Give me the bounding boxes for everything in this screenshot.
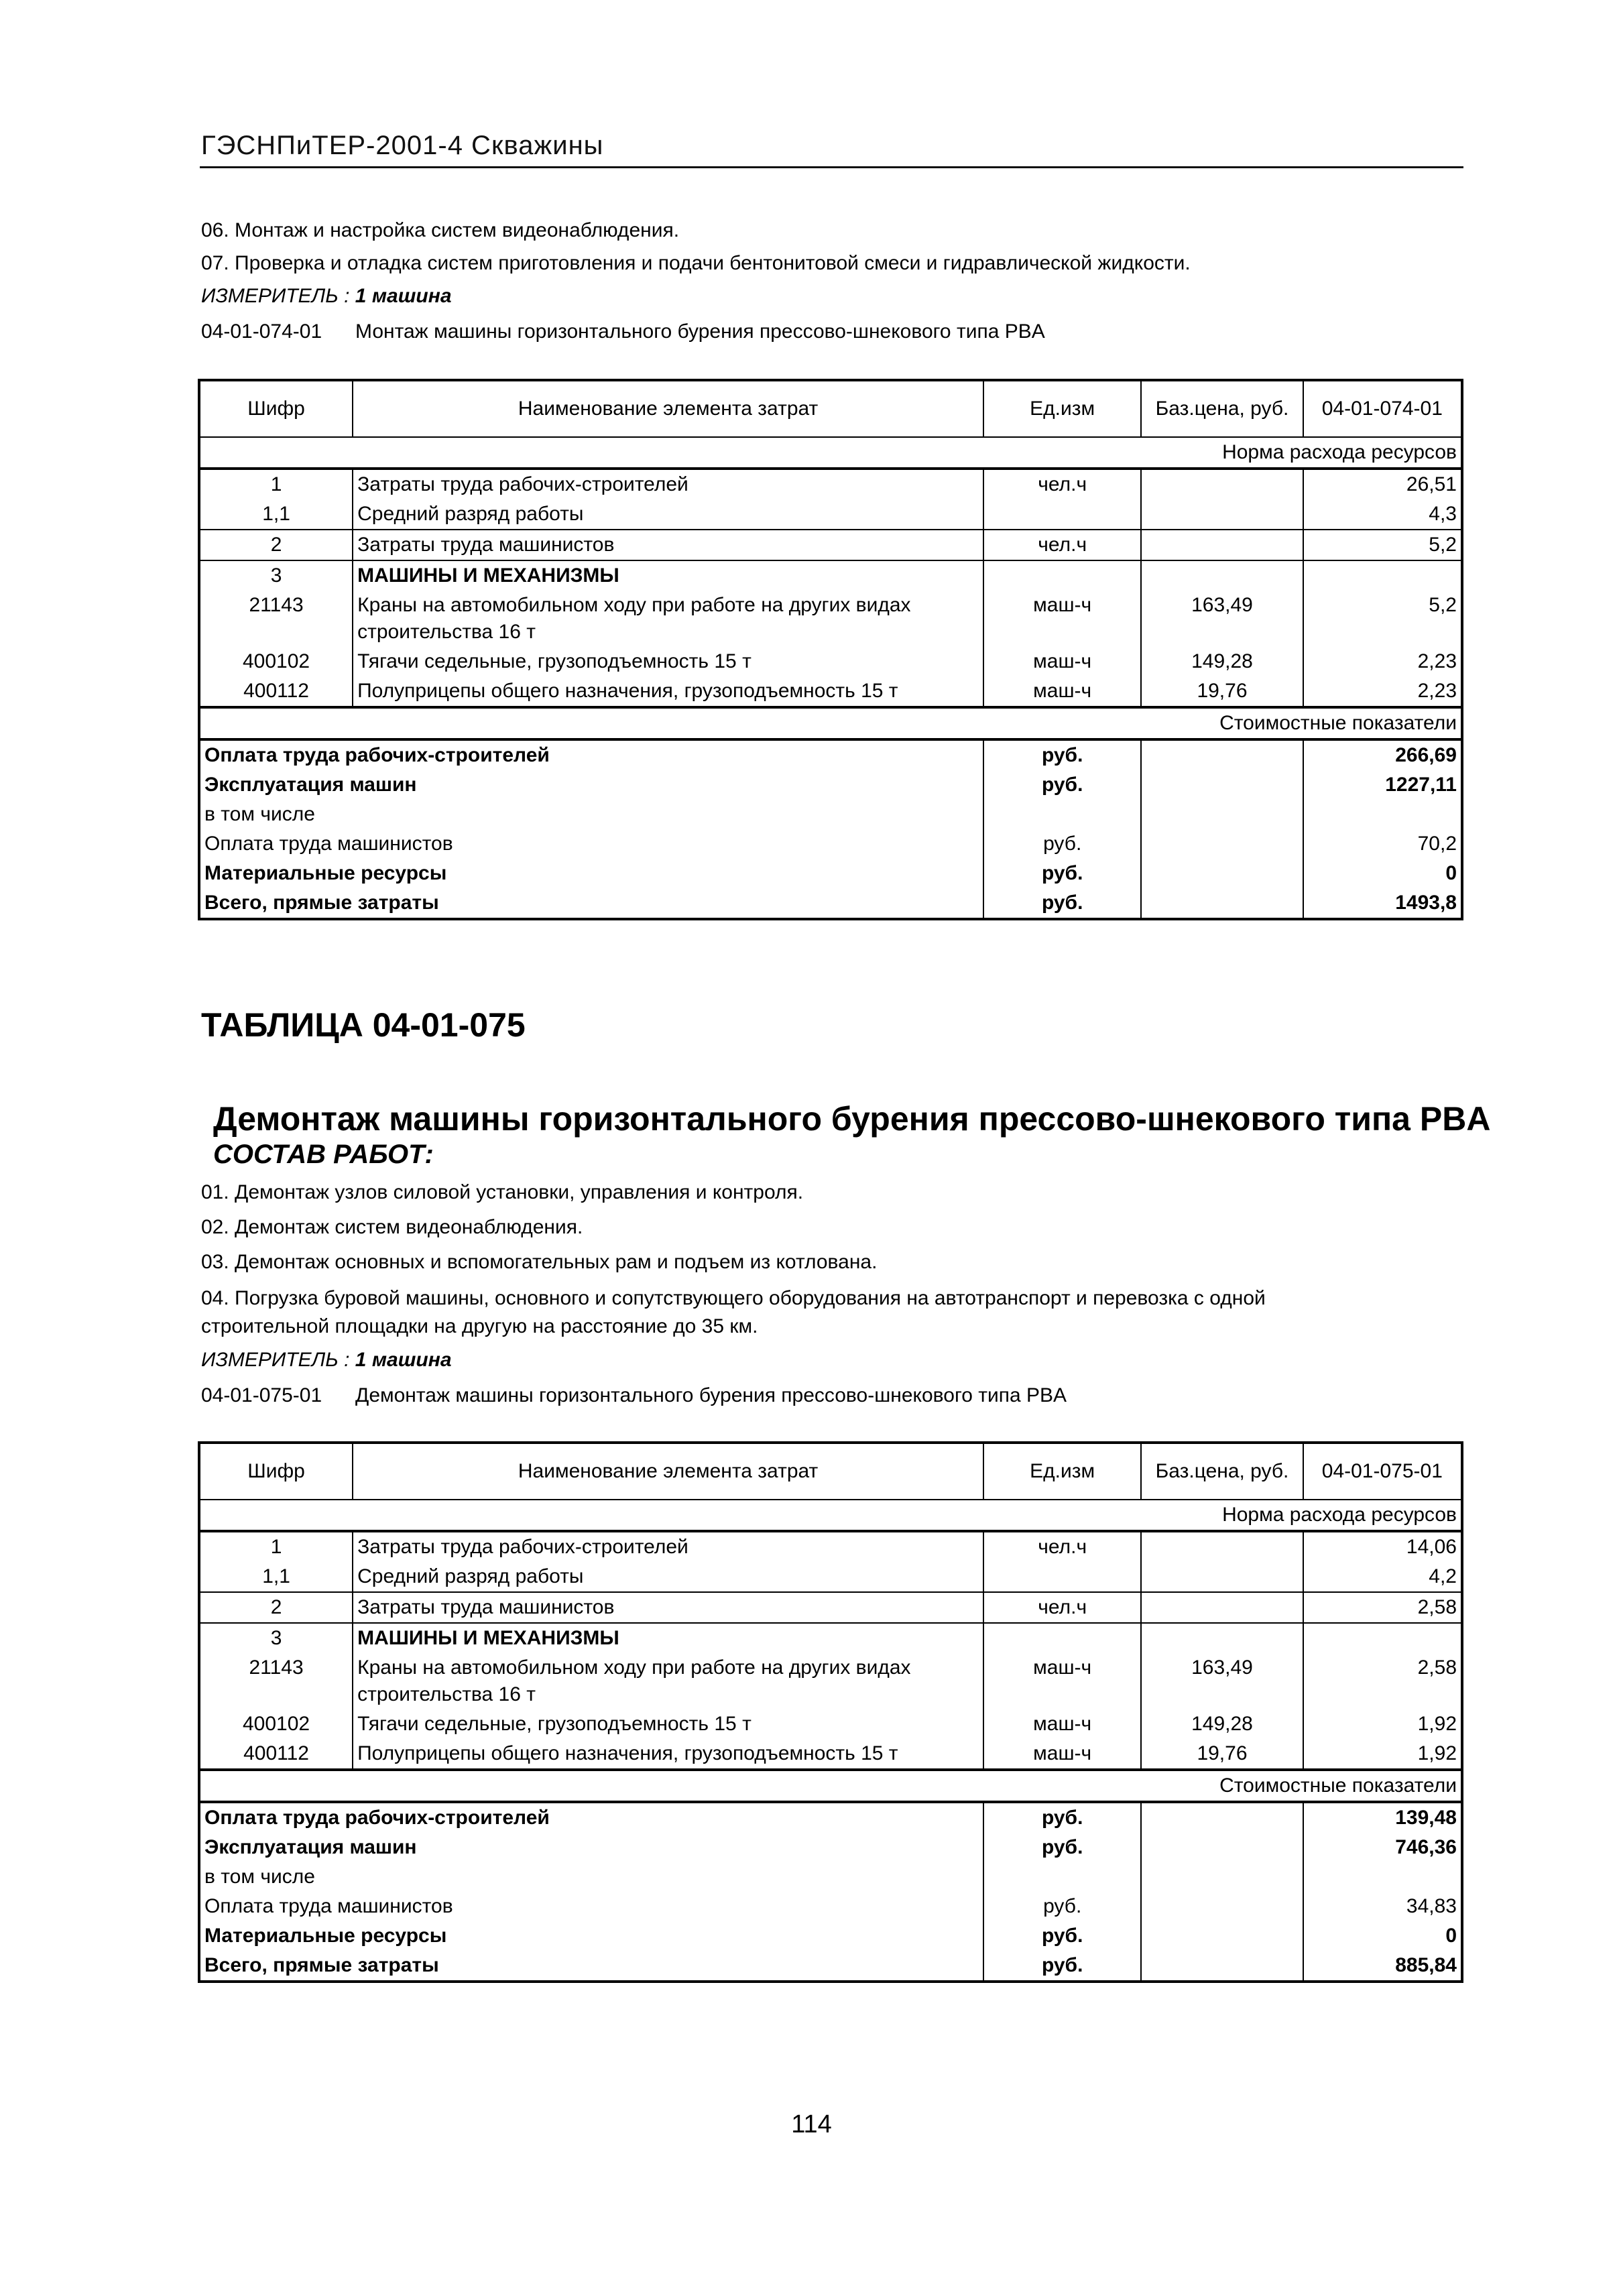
- table-row: [199, 469, 1462, 499]
- norm-table-2: [198, 1441, 1463, 1983]
- cost-name: Всего, прямые затраты: [199, 888, 983, 919]
- norm-code: 04-01-075-01: [201, 1384, 322, 1406]
- cost-unit: руб.: [983, 1892, 1141, 1921]
- cost-empty: [1141, 1951, 1303, 1982]
- cost-row: [199, 739, 1462, 770]
- cost-name: Материальные ресурсы: [199, 859, 983, 888]
- cost-value: 1227,11: [1303, 770, 1462, 800]
- cost-row: [199, 1833, 1462, 1862]
- row-name: Краны на автомобильном ходу при работе на других видах строительства 16 т: [353, 1653, 983, 1709]
- cost-value: 34,83: [1303, 1892, 1462, 1921]
- row-price: 149,28: [1141, 1709, 1303, 1739]
- table-row: [199, 499, 1462, 530]
- table-header-row: [199, 380, 1462, 437]
- row-code: 3: [199, 560, 353, 591]
- meter-line: [201, 284, 452, 309]
- table-row: [199, 530, 1462, 560]
- row-value: 2,23: [1303, 647, 1462, 676]
- row-value: 26,51: [1303, 469, 1462, 499]
- table-subheader-row: [199, 707, 1462, 739]
- cost-name: Оплата труда машинистов: [199, 1892, 983, 1921]
- row-price: [1141, 1592, 1303, 1623]
- cost-name: Материальные ресурсы: [199, 1921, 983, 1951]
- table-title: ТАБЛИЦА 04-01-075: [201, 1006, 526, 1044]
- table-subheader-row: [199, 437, 1462, 469]
- meter-label: ИЗМЕРИТЕЛЬ :: [201, 285, 350, 307]
- row-value: 2,58: [1303, 1592, 1462, 1623]
- row-unit: маш-ч: [983, 1653, 1141, 1709]
- cost-empty: [1141, 1802, 1303, 1833]
- row-unit: маш-ч: [983, 1709, 1141, 1739]
- row-price: [1141, 530, 1303, 560]
- row-name: Краны на автомобильном ходу при работе на других видах строительства 16 т: [353, 591, 983, 647]
- cost-row: [199, 1921, 1462, 1951]
- cost-unit: руб.: [983, 739, 1141, 770]
- running-header: ГЭСНПиТЕР-2001-4 Скважины: [201, 131, 604, 160]
- norm-description: Демонтаж машины горизонтального бурения прессово-шнекового типа PBA: [355, 1384, 1067, 1406]
- cost-name: в том числе: [199, 800, 983, 829]
- table-subheader-row: [199, 1500, 1462, 1531]
- norm-label: Норма расхода ресурсов: [199, 437, 1462, 469]
- row-unit: [983, 560, 1141, 591]
- cost-row: [199, 829, 1462, 859]
- row-value: 5,2: [1303, 591, 1462, 647]
- row-name: Затраты труда рабочих-строителей: [353, 1531, 983, 1562]
- row-code: 1,1: [199, 499, 353, 530]
- header-cell: 04-01-075-01: [1303, 1443, 1462, 1500]
- row-code: 21143: [199, 591, 353, 647]
- cost-value: [1303, 800, 1462, 829]
- cost-unit: руб.: [983, 829, 1141, 859]
- norm-code-line: [201, 1384, 1067, 1407]
- meter-value: 1 машина: [355, 285, 452, 307]
- norm-code: 04-01-074-01: [201, 320, 322, 343]
- row-price: 149,28: [1141, 647, 1303, 676]
- row-name: Средний разряд работы: [353, 1562, 983, 1592]
- row-value: 4,3: [1303, 499, 1462, 530]
- composition-label: СОСТАВ РАБОТ:: [213, 1140, 434, 1169]
- cost-empty: [1141, 1921, 1303, 1951]
- row-unit: [983, 1562, 1141, 1592]
- row-name: Тягачи седельные, грузоподъемность 15 т: [353, 647, 983, 676]
- row-unit: [983, 499, 1141, 530]
- row-code: 1: [199, 1531, 353, 1562]
- row-code: 3: [199, 1623, 353, 1653]
- row-code: 400102: [199, 1709, 353, 1739]
- cost-value: 0: [1303, 859, 1462, 888]
- row-value: 2,58: [1303, 1653, 1462, 1709]
- cost-empty: [1141, 1892, 1303, 1921]
- cost-row: [199, 770, 1462, 800]
- row-value: 1,92: [1303, 1739, 1462, 1770]
- cost-unit: руб.: [983, 1802, 1141, 1833]
- row-unit: чел.ч: [983, 530, 1141, 560]
- table-row: [199, 1592, 1462, 1623]
- header-cell: Баз.цена, руб.: [1141, 380, 1303, 437]
- row-value: [1303, 1623, 1462, 1653]
- row-unit: чел.ч: [983, 1592, 1141, 1623]
- meter-line: [201, 1347, 452, 1373]
- cost-value: [1303, 1862, 1462, 1892]
- table-row: [199, 1709, 1462, 1739]
- cost-value: 885,84: [1303, 1951, 1462, 1982]
- header-cell: Ед.изм: [983, 1443, 1141, 1500]
- meter-value: 1 машина: [355, 1349, 452, 1371]
- row-price: 19,76: [1141, 676, 1303, 707]
- row-value: [1303, 560, 1462, 591]
- norm-label: Норма расхода ресурсов: [199, 1500, 1462, 1531]
- row-price: 19,76: [1141, 1739, 1303, 1770]
- row-price: 163,49: [1141, 591, 1303, 647]
- header-rule: [200, 166, 1463, 168]
- row-name: Затраты труда рабочих-строителей: [353, 469, 983, 499]
- cost-name: Эксплуатация машин: [199, 1833, 983, 1862]
- row-name: Полуприцепы общего назначения, грузоподъемность 15 т: [353, 676, 983, 707]
- row-name: Затраты труда машинистов: [353, 530, 983, 560]
- cost-unit: руб.: [983, 770, 1141, 800]
- norm-description: Монтаж машины горизонтального бурения прессово-шнекового типа PBA: [355, 320, 1045, 343]
- work-step: 02. Демонтаж систем видеонаблюдения.: [201, 1216, 583, 1238]
- work-step: 06. Монтаж и настройка систем видеонаблюдения.: [201, 219, 680, 241]
- page-number: 114: [791, 2110, 832, 2138]
- work-step: 04. Погрузка буровой машины, основного и сопутствующего оборудования на автотранспорт и перевозка с одной: [201, 1287, 1266, 1309]
- row-unit: чел.ч: [983, 1531, 1141, 1562]
- header-cell: Шифр: [199, 1443, 353, 1500]
- work-step: 01. Демонтаж узлов силовой установки, управления и контроля.: [201, 1181, 804, 1203]
- cost-name: Оплата труда рабочих-строителей: [199, 1802, 983, 1833]
- row-unit: маш-ч: [983, 1739, 1141, 1770]
- row-name: Затраты труда машинистов: [353, 1592, 983, 1623]
- row-price: [1141, 1623, 1303, 1653]
- meter-label: ИЗМЕРИТЕЛЬ :: [201, 1349, 350, 1371]
- row-code: 2: [199, 530, 353, 560]
- cost-unit: руб.: [983, 1921, 1141, 1951]
- cost-value: 70,2: [1303, 829, 1462, 859]
- table-header-row: [199, 1443, 1462, 1500]
- cost-unit: [983, 800, 1141, 829]
- row-name: Средний разряд работы: [353, 499, 983, 530]
- table-row: [199, 1653, 1462, 1709]
- row-code: 1,1: [199, 1562, 353, 1592]
- cost-empty: [1141, 770, 1303, 800]
- row-price: [1141, 1562, 1303, 1592]
- cost-value: 1493,8: [1303, 888, 1462, 919]
- row-code: 1: [199, 469, 353, 499]
- cost-name: Всего, прямые затраты: [199, 1951, 983, 1982]
- row-code: 400112: [199, 676, 353, 707]
- row-name: Тягачи седельные, грузоподъемность 15 т: [353, 1709, 983, 1739]
- row-price: [1141, 499, 1303, 530]
- section-title: Демонтаж машины горизонтального бурения прессово-шнекового типа PBA: [213, 1100, 1491, 1138]
- row-code: 400102: [199, 647, 353, 676]
- header-cell: 04-01-074-01: [1303, 380, 1462, 437]
- row-code: 21143: [199, 1653, 353, 1709]
- table-row: [199, 1739, 1462, 1770]
- cost-value: 0: [1303, 1921, 1462, 1951]
- work-step-continued: строительной площадки на другую на расстояние до 35 км.: [201, 1315, 758, 1337]
- row-unit: чел.ч: [983, 469, 1141, 499]
- cost-empty: [1141, 1833, 1303, 1862]
- cost-empty: [1141, 859, 1303, 888]
- table-row: [199, 676, 1462, 707]
- cost-name: Оплата труда рабочих-строителей: [199, 739, 983, 770]
- norm-table-1: [198, 379, 1463, 920]
- row-unit: [983, 1623, 1141, 1653]
- row-unit: маш-ч: [983, 676, 1141, 707]
- cost-empty: [1141, 800, 1303, 829]
- cost-empty: [1141, 739, 1303, 770]
- table-row: [199, 647, 1462, 676]
- row-name: МАШИНЫ И МЕХАНИЗМЫ: [353, 1623, 983, 1653]
- row-value: 2,23: [1303, 676, 1462, 707]
- table-row: [199, 560, 1462, 591]
- cost-value: 266,69: [1303, 739, 1462, 770]
- row-value: 4,2: [1303, 1562, 1462, 1592]
- cost-empty: [1141, 888, 1303, 919]
- cost-row: [199, 1892, 1462, 1921]
- cost-name: в том числе: [199, 1862, 983, 1892]
- row-name: Полуприцепы общего назначения, грузоподъемность 15 т: [353, 1739, 983, 1770]
- table-row: [199, 1623, 1462, 1653]
- table-row: [199, 591, 1462, 647]
- cost-label: Стоимостные показатели: [199, 707, 1462, 739]
- cost-value: 139,48: [1303, 1802, 1462, 1833]
- row-code: 2: [199, 1592, 353, 1623]
- cost-name: Эксплуатация машин: [199, 770, 983, 800]
- row-price: [1141, 1531, 1303, 1562]
- row-unit: маш-ч: [983, 647, 1141, 676]
- row-value: 14,06: [1303, 1531, 1462, 1562]
- row-price: 163,49: [1141, 1653, 1303, 1709]
- cost-unit: руб.: [983, 859, 1141, 888]
- cost-row: [199, 859, 1462, 888]
- table-row: [199, 1562, 1462, 1592]
- cost-row: [199, 800, 1462, 829]
- header-cell: Ед.изм: [983, 380, 1141, 437]
- cost-unit: [983, 1862, 1141, 1892]
- cost-unit: руб.: [983, 1833, 1141, 1862]
- header-cell: Баз.цена, руб.: [1141, 1443, 1303, 1500]
- cost-row: [199, 1951, 1462, 1982]
- work-step: 07. Проверка и отладка систем приготовления и подачи бентонитовой смеси и гидравлической жидкости.: [201, 252, 1191, 274]
- table-row: [199, 1531, 1462, 1562]
- row-price: [1141, 560, 1303, 591]
- header-cell: Наименование элемента затрат: [353, 1443, 983, 1500]
- cost-empty: [1141, 829, 1303, 859]
- cost-label: Стоимостные показатели: [199, 1770, 1462, 1802]
- row-code: 400112: [199, 1739, 353, 1770]
- work-step: 03. Демонтаж основных и вспомогательных рам и подъем из котлована.: [201, 1251, 878, 1273]
- header-cell: Наименование элемента затрат: [353, 380, 983, 437]
- header-cell: Шифр: [199, 380, 353, 437]
- cost-row: [199, 888, 1462, 919]
- table-subheader-row: [199, 1770, 1462, 1802]
- cost-value: 746,36: [1303, 1833, 1462, 1862]
- row-value: 5,2: [1303, 530, 1462, 560]
- cost-name: Оплата труда машинистов: [199, 829, 983, 859]
- row-name: МАШИНЫ И МЕХАНИЗМЫ: [353, 560, 983, 591]
- cost-unit: руб.: [983, 888, 1141, 919]
- row-value: 1,92: [1303, 1709, 1462, 1739]
- cost-row: [199, 1802, 1462, 1833]
- cost-unit: руб.: [983, 1951, 1141, 1982]
- norm-code-line: [201, 320, 1045, 343]
- row-unit: маш-ч: [983, 591, 1141, 647]
- cost-empty: [1141, 1862, 1303, 1892]
- cost-row: [199, 1862, 1462, 1892]
- row-price: [1141, 469, 1303, 499]
